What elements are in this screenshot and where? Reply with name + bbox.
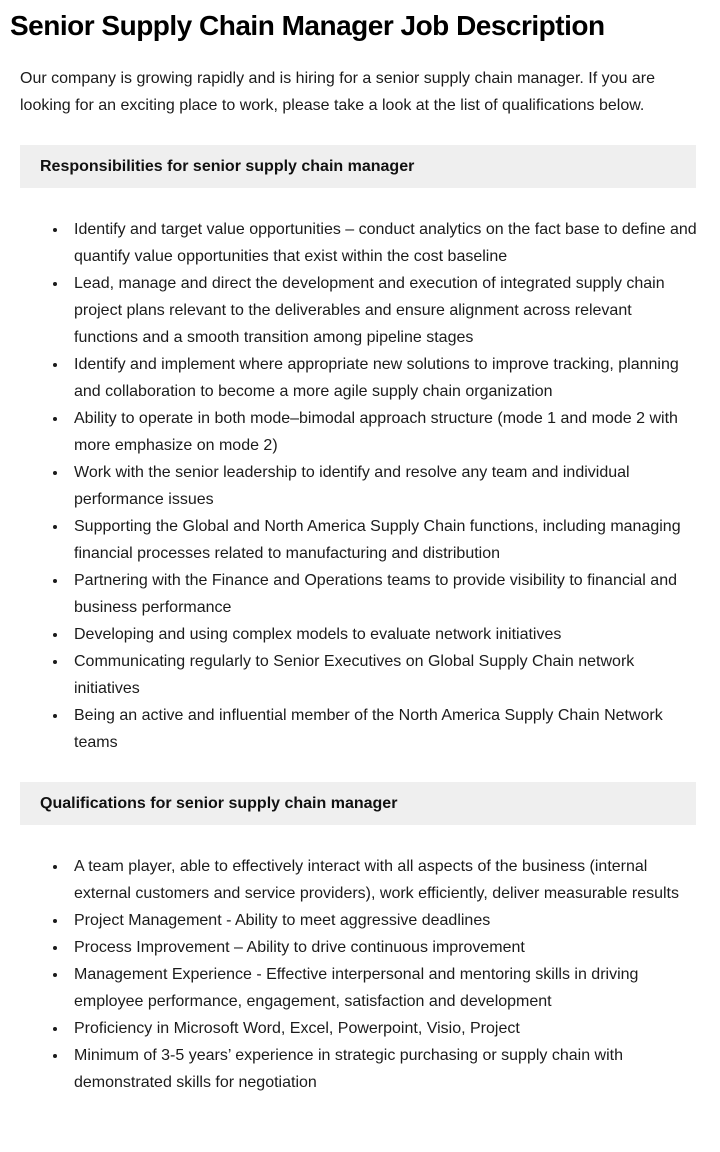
list-item: • Work with the senior leadership to identify and resolve any team and individual performance issues	[68, 459, 698, 513]
list-item: • Identify and target value opportunities – conduct analytics on the fact base to define and quantify value opportunities that exist within the cost baseline	[68, 216, 698, 270]
list-item: • Process Improvement – Ability to drive continuous improvement	[68, 934, 698, 961]
qualifications-list	[20, 853, 698, 1096]
list-item: • Identify and implement where appropriate new solutions to improve tracking, planning and collaboration to become a more agile supply chain organization	[68, 351, 698, 405]
list-item: • Communicating regularly to Senior Executives on Global Supply Chain network initiatives	[68, 648, 698, 702]
list-item: • Proficiency in Microsoft Word, Excel, Powerpoint, Visio, Project	[68, 1015, 698, 1042]
responsibilities-section-heading: Responsibilities for senior supply chain manager	[20, 145, 696, 188]
section-qualifications	[20, 782, 698, 1096]
list-item: • Supporting the Global and North America Supply Chain functions, including managing financial processes related to manufacturing and distribution	[68, 513, 698, 567]
list-item: • Developing and using complex models to evaluate network initiatives	[68, 621, 698, 648]
list-item: • Minimum of 3-5 years’ experience in strategic purchasing or supply chain with demonstrated skills for negotiation	[68, 1042, 698, 1096]
list-item: • Lead, manage and direct the development and execution of integrated supply chain project plans relevant to the deliverables and ensure alignment across relevant functions and a smooth transition among pipeline stages	[68, 270, 698, 351]
list-item: • Ability to operate in both mode–bimodal approach structure (mode 1 and mode 2 with more emphasize on mode 2)	[68, 405, 698, 459]
page-title: Senior Supply Chain Manager Job Description	[10, 10, 605, 41]
intro-paragraph: Our company is growing rapidly and is hiring for a senior supply chain manager. If you are looking for an exciting place to work, please take a look at the list of qualifications below.	[20, 70, 655, 114]
list-item: • Being an active and influential member of the North America Supply Chain Network teams	[68, 702, 698, 756]
list-item: • A team player, able to effectively interact with all aspects of the business (internal external customers and service providers), work efficiently, deliver measurable results	[68, 853, 698, 907]
list-item: • Partnering with the Finance and Operations teams to provide visibility to financial and business performance	[68, 567, 698, 621]
list-item: • Management Experience - Effective interpersonal and mentoring skills in driving employee performance, engagement, satisfaction and development	[68, 961, 698, 1015]
section-responsibilities	[20, 145, 698, 756]
responsibilities-list	[20, 216, 698, 756]
qualifications-section-heading: Qualifications for senior supply chain manager	[20, 782, 696, 825]
list-item: • Project Management - Ability to meet aggressive deadlines	[68, 907, 698, 934]
